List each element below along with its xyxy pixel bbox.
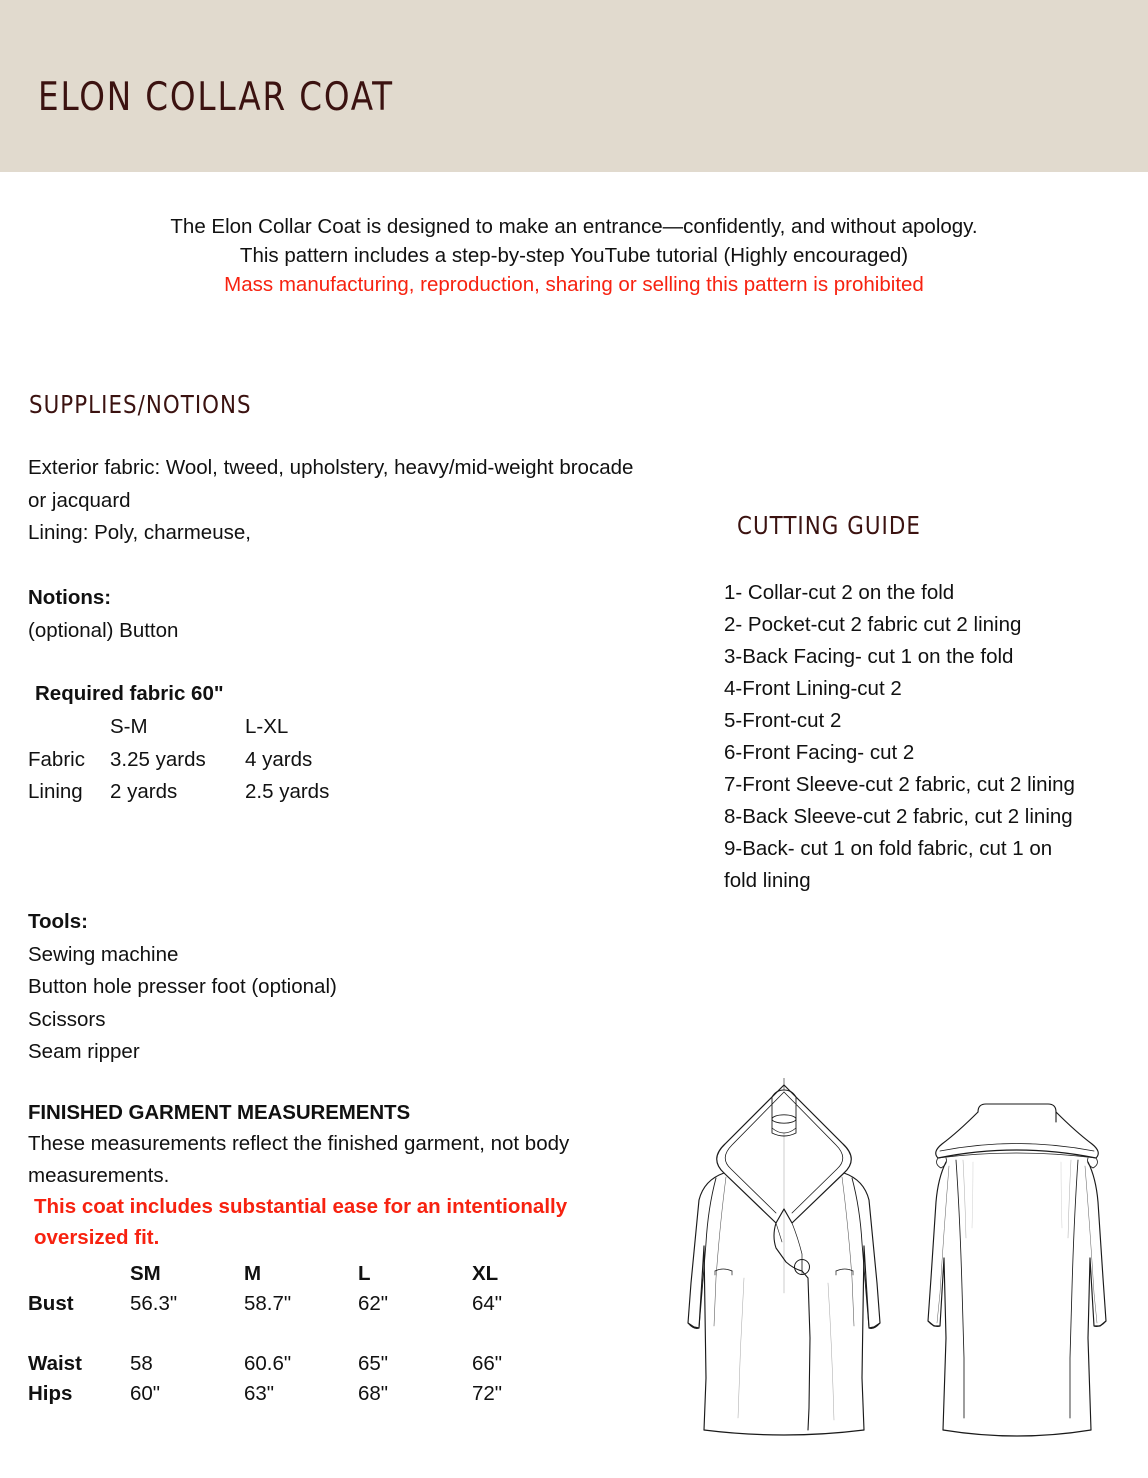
page-title: ELON COLLAR COAT: [38, 75, 394, 120]
intro-copyright-warning: Mass manufacturing, reproduction, sharing or selling this pattern is prohibited: [224, 273, 924, 296]
finished-measurements-title: FINISHED GARMENT MEASUREMENTS: [28, 1101, 411, 1124]
finished-measurements-note-2: measurements.: [28, 1163, 170, 1187]
rf-col-header-lxl: L-XL: [245, 715, 289, 738]
list-item: 9-Back- cut 1 on fold fabric, cut 1 on: [724, 837, 1053, 860]
rf-row-label-lining: Lining: [28, 780, 83, 804]
rf-row-label-fabric: Fabric: [28, 747, 85, 771]
mt-spacer-cell: [28, 1319, 586, 1349]
mt-bust-xl: 64": [472, 1292, 503, 1315]
table-row: [28, 1259, 586, 1289]
rf-lining-lxl: 2.5 yards: [245, 780, 330, 804]
list-item: 4-Front Lining-cut 2: [724, 677, 902, 700]
list-item: 2- Pocket-cut 2 fabric cut 2 lining: [724, 613, 1022, 636]
cutting-guide-list: [724, 577, 1104, 897]
notions-block: [28, 582, 458, 647]
technical-flat-illustrations: [668, 1078, 1138, 1458]
list-item: 6-Front Facing- cut 2: [724, 741, 915, 764]
table-row: [28, 744, 385, 777]
list-item: Button hole presser foot (optional): [28, 975, 337, 999]
tools-block: [28, 906, 458, 1069]
mt-bust-sm: 56.3": [130, 1292, 178, 1315]
required-fabric-section: [28, 679, 448, 809]
list-item: 3-Back Facing- cut 1 on the fold: [724, 645, 1014, 668]
tools-label: Tools:: [28, 910, 88, 933]
rf-lining-sm: 2 yards: [110, 780, 178, 804]
mt-bust-l: 62": [358, 1292, 389, 1315]
list-item: 8-Back Sleeve-cut 2 fabric, cut 2 lining: [724, 805, 1073, 828]
list-item: 1- Collar-cut 2 on the fold: [724, 581, 955, 604]
mt-col-header-l: L: [358, 1262, 371, 1285]
list-item: 7-Front Sleeve-cut 2 fabric, cut 2 lining: [724, 773, 1075, 796]
intro-paragraph: [0, 212, 1148, 299]
mt-row-label-waist: Waist: [28, 1352, 82, 1375]
notions-label: Notions:: [28, 586, 112, 609]
rf-fabric-sm: 3.25 yards: [110, 747, 206, 771]
mt-corner-blank: [28, 1259, 130, 1289]
table-row: [28, 1349, 586, 1379]
list-item: Seam ripper: [28, 1040, 140, 1064]
coat-back-illustration: [928, 1104, 1106, 1436]
mt-waist-l: 65": [358, 1352, 389, 1375]
notions-item-button: (optional) Button: [28, 618, 179, 642]
list-item: 5-Front-cut 2: [724, 709, 842, 732]
list-item: Scissors: [28, 1007, 106, 1031]
supplies-fabric-block: [28, 452, 688, 550]
cutting-guide-heading: CUTTING GUIDE: [737, 511, 921, 540]
table-row: [28, 1289, 586, 1319]
mt-col-header-m: M: [244, 1262, 262, 1285]
mt-hips-l: 68": [358, 1382, 389, 1405]
mt-hips-xl: 72": [472, 1382, 503, 1405]
mt-bust-m: 58.7": [244, 1292, 292, 1315]
intro-line-1: The Elon Collar Coat is designed to make an entrance—confidently, and without apology.: [170, 215, 978, 238]
mt-hips-sm: 60": [130, 1382, 161, 1405]
ease-warning-line-1: This coat includes substantial ease for an intentionally: [34, 1195, 568, 1218]
table-row: [28, 776, 385, 809]
list-item: fold lining: [724, 869, 811, 892]
rf-col-header-sm: S-M: [110, 715, 148, 738]
mt-col-header-xl: XL: [472, 1262, 499, 1285]
mt-waist-xl: 66": [472, 1352, 503, 1375]
mt-waist-m: 60.6": [244, 1352, 292, 1375]
coat-front-illustration: [688, 1078, 880, 1435]
ease-warning-line-2: oversized fit.: [34, 1226, 160, 1249]
lining-line: Lining: Poly, charmeuse,: [28, 521, 251, 545]
measurements-table: [28, 1259, 586, 1409]
list-item: Sewing machine: [28, 942, 179, 966]
mt-row-label-bust: Bust: [28, 1292, 74, 1315]
rf-fabric-lxl: 4 yards: [245, 747, 313, 771]
table-row: [28, 711, 385, 744]
exterior-fabric-line-1: Exterior fabric: Wool, tweed, upholstery, heavy/mid-weight brocade: [28, 456, 634, 479]
mt-col-header-sm: SM: [130, 1262, 161, 1285]
table-row-spacer: [28, 1319, 586, 1349]
mt-hips-m: 63": [244, 1382, 275, 1405]
required-fabric-title: Required fabric 60": [35, 682, 224, 705]
mt-row-label-hips: Hips: [28, 1382, 73, 1405]
rf-col-blank: [28, 711, 110, 744]
mt-waist-sm: 58: [130, 1352, 153, 1375]
table-row: [28, 1379, 586, 1409]
finished-measurements-note-1: These measurements reflect the finished garment, not body: [28, 1132, 570, 1155]
supplies-notions-heading: SUPPLIES/NOTIONS: [29, 390, 252, 419]
exterior-fabric-line-2: or jacquard: [28, 488, 131, 512]
finished-measurements-block: [28, 1098, 628, 1253]
required-fabric-table: [28, 711, 385, 809]
intro-line-2: This pattern includes a step-by-step YouTube tutorial (Highly encouraged): [239, 244, 909, 267]
